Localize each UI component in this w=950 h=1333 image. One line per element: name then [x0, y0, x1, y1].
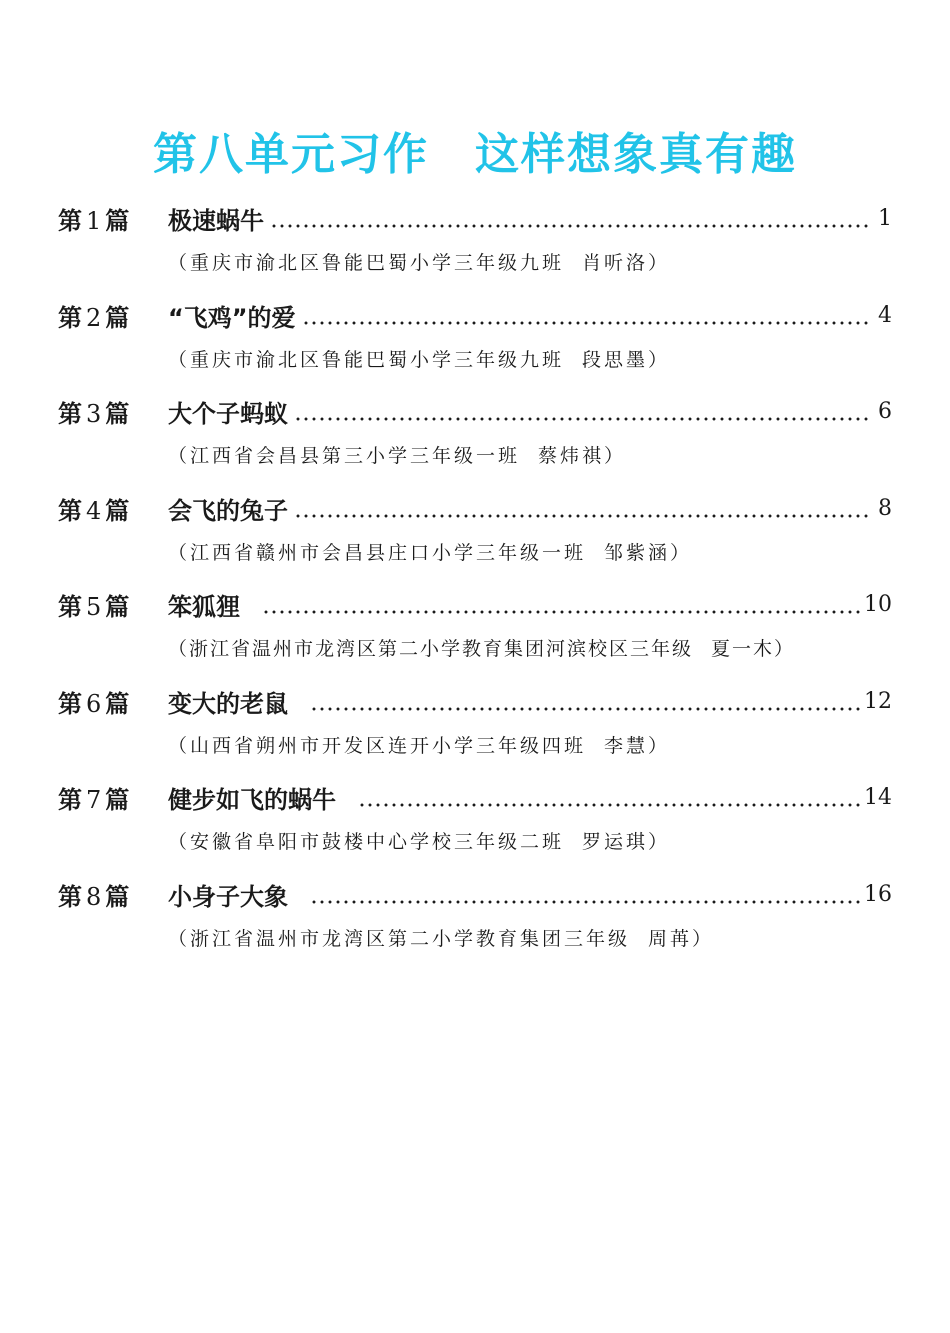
- entry-title[interactable]: 小身子大象: [168, 882, 288, 911]
- entry-author: 李慧: [604, 735, 649, 757]
- dot-leader: [310, 874, 860, 914]
- entry-source: （江西省赣州市会昌县庄口小学三年级一班 邹紫涵）: [168, 542, 693, 564]
- entry-page-number: 8: [878, 495, 892, 521]
- entry-source: （山西省朔州市开发区连开小学三年级四班 李慧）: [168, 735, 671, 757]
- entry-page-number: 10: [864, 591, 892, 617]
- entry-number: 第 8 篇: [58, 881, 130, 911]
- dot-leader: [270, 198, 870, 238]
- entry-school: 浙江省温州市龙湾区第二小学教育集团三年级: [190, 928, 631, 950]
- entry-author: 周苒: [648, 928, 693, 950]
- entry-page-number: 14: [864, 784, 892, 810]
- dot-leader: [294, 488, 870, 528]
- entry-page-number: 4: [878, 302, 892, 328]
- entry-source: （江西省会昌县第三小学三年级一班 蔡炜祺）: [168, 445, 627, 467]
- entry-page-number: 1: [878, 205, 892, 231]
- entry-page-number: 6: [878, 398, 892, 424]
- dot-leader: [302, 295, 870, 335]
- title-unit: 第八单元习作: [153, 129, 429, 180]
- entry-number: 第 5 篇: [58, 591, 130, 621]
- entry-number: 第 3 篇: [58, 398, 130, 428]
- entry-page-number: 16: [864, 881, 892, 907]
- entry-source: （浙江省温州市龙湾区第二小学教育集团三年级 周苒）: [168, 928, 715, 950]
- entry-school: 江西省赣州市会昌县庄口小学三年级一班: [190, 542, 587, 564]
- entry-source: （重庆市渝北区鲁能巴蜀小学三年级九班 肖听洛）: [168, 252, 671, 274]
- entry-title[interactable]: 极速蜗牛: [168, 206, 264, 235]
- entry-school: 浙江省温州市龙湾区第二小学教育集团河滨校区三年级: [189, 638, 694, 660]
- entry-title[interactable]: “飞鸡”的爱: [168, 303, 296, 332]
- entry-school: 山西省朔州市开发区连开小学三年级四班: [190, 735, 587, 757]
- entry-school: 江西省会昌县第三小学三年级一班: [190, 445, 521, 467]
- entry-school: 重庆市渝北区鲁能巴蜀小学三年级九班: [190, 252, 565, 274]
- entry-source: （浙江省温州市龙湾区第二小学教育集团河滨校区三年级 夏一木）: [168, 638, 796, 660]
- entry-author: 邹紫涵: [604, 542, 671, 564]
- entry-source: （重庆市渝北区鲁能巴蜀小学三年级九班 段思墨）: [168, 349, 671, 371]
- dot-leader: [358, 777, 860, 817]
- entry-title[interactable]: 变大的老鼠: [168, 689, 288, 718]
- dot-leader: [310, 681, 860, 721]
- entry-title[interactable]: 大个子蚂蚁: [168, 399, 288, 428]
- entry-school: 重庆市渝北区鲁能巴蜀小学三年级九班: [190, 349, 565, 371]
- entry-number: 第 4 篇: [58, 495, 130, 525]
- page-title: [0, 118, 950, 182]
- entry-title[interactable]: 会飞的兔子: [168, 496, 288, 525]
- entry-number: 第 6 篇: [58, 688, 130, 718]
- entry-page-number: 12: [864, 688, 892, 714]
- dot-leader: [294, 391, 870, 431]
- dot-leader: [262, 584, 860, 624]
- entry-author: 夏一木: [711, 638, 775, 660]
- entry-author: 蔡炜祺: [538, 445, 605, 467]
- entry-source: （安徽省阜阳市鼓楼中心学校三年级二班 罗运琪）: [168, 831, 671, 853]
- entry-author: 段思墨: [582, 349, 649, 371]
- title-theme: 这样想象真有趣: [475, 129, 797, 180]
- entry-author: 肖听洛: [582, 252, 649, 274]
- entry-title[interactable]: 健步如飞的蜗牛: [168, 785, 336, 814]
- entry-school: 安徽省阜阳市鼓楼中心学校三年级二班: [190, 831, 565, 853]
- entry-author: 罗运琪: [582, 831, 649, 853]
- entry-title[interactable]: 笨狐狸: [168, 592, 240, 621]
- entry-number: 第 7 篇: [58, 784, 130, 814]
- entry-number: 第 1 篇: [58, 205, 130, 235]
- entry-number: 第 2 篇: [58, 302, 130, 332]
